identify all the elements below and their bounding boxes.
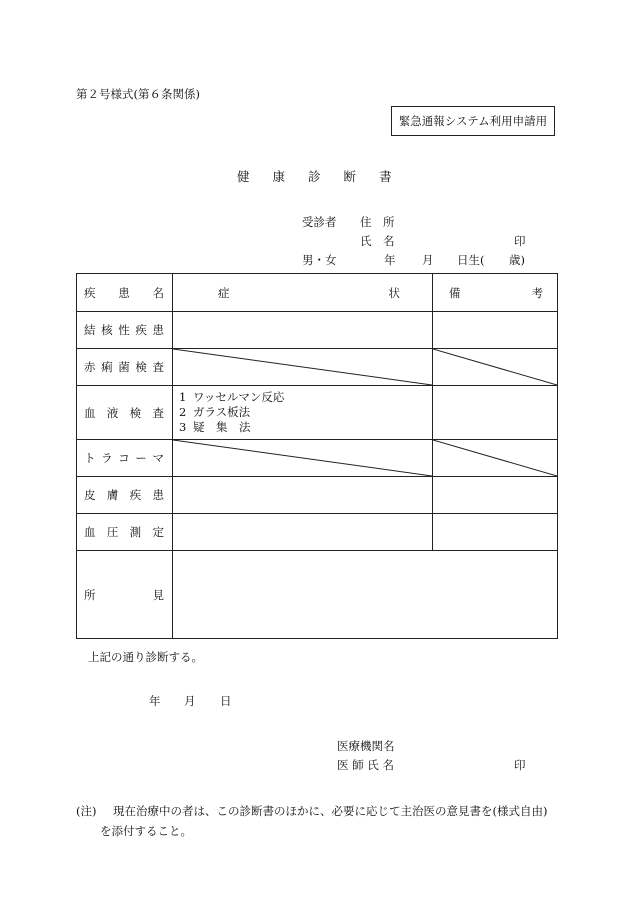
item-number: 2 xyxy=(179,405,187,419)
sex-label: 男・女 xyxy=(302,253,337,267)
table-row-blood-pressure xyxy=(77,514,558,551)
doctor-name-label: 医 師 氏 名 xyxy=(337,758,394,772)
label-char: 性 xyxy=(118,323,130,337)
label-char: 赤 xyxy=(84,360,96,374)
address-label: 住 所 xyxy=(360,215,395,229)
table-row-trachoma xyxy=(77,440,558,477)
blood-test-item xyxy=(179,390,432,405)
birth-day-label: 日生( xyxy=(457,253,485,267)
header-char: 疾 xyxy=(84,285,96,300)
title-char: 断 xyxy=(343,169,357,184)
birth-year-label: 年 xyxy=(384,253,396,267)
label-char: 測 xyxy=(129,525,142,539)
title-char: 診 xyxy=(308,169,321,184)
application-purpose-box xyxy=(391,106,555,136)
table-row-blood-test xyxy=(77,386,558,440)
findings-label xyxy=(77,551,173,639)
remark-cell[interactable] xyxy=(433,477,558,514)
header-char: 患 xyxy=(118,285,130,300)
item-name: ガラス板法 xyxy=(193,405,251,419)
label-char: 血 xyxy=(84,525,96,539)
cross-out-line xyxy=(433,349,557,385)
label-char: 患 xyxy=(152,323,164,337)
row-label xyxy=(77,312,173,349)
symptom-header xyxy=(173,274,433,312)
findings-cell[interactable] xyxy=(173,551,558,639)
label-char: 血 xyxy=(84,405,96,420)
date-month-label: 月 xyxy=(184,694,196,708)
label-char: 定 xyxy=(152,525,164,539)
examinee-label: 受診者 xyxy=(302,215,337,229)
diagnosis-table xyxy=(76,273,558,639)
row-label xyxy=(77,386,173,440)
item-number: 1 xyxy=(179,390,187,404)
label-char: コ xyxy=(118,451,130,465)
remark-header xyxy=(433,274,558,312)
label-char: 液 xyxy=(106,405,119,420)
label-char: 皮 xyxy=(84,488,96,502)
label-char: 検 xyxy=(135,360,147,374)
header-char: 名 xyxy=(152,285,164,300)
header-char: 考 xyxy=(531,285,543,300)
table-header-row xyxy=(77,274,558,312)
remark-cell[interactable] xyxy=(433,514,558,551)
note-prefix: (注) xyxy=(76,804,97,818)
table-row-dysentery xyxy=(77,349,558,386)
row-label xyxy=(77,440,173,477)
label-char: ラ xyxy=(101,451,113,465)
label-char: 痢 xyxy=(101,360,113,374)
doctor-seal: 印 xyxy=(514,758,526,772)
remark-cell-crossed xyxy=(433,440,558,477)
item-name: 疑 集 法 xyxy=(193,420,251,434)
label-char: 検 xyxy=(129,405,142,420)
header-char: 症 xyxy=(218,285,230,300)
remark-cell-crossed xyxy=(433,349,558,386)
birth-month-label: 月 xyxy=(422,253,434,267)
label-char: 見 xyxy=(152,587,164,602)
diagnosis-statement: 上記の通り診断する。 xyxy=(88,650,203,664)
symptom-cell[interactable] xyxy=(173,477,433,514)
label-char: 疾 xyxy=(129,488,142,502)
age-label: 歳) xyxy=(509,253,525,267)
label-char: 査 xyxy=(152,405,164,420)
row-label xyxy=(77,477,173,514)
application-purpose-label: 緊急通報システム利用申請用 xyxy=(398,114,548,128)
table-row-tuberculosis xyxy=(77,312,558,349)
label-char: マ xyxy=(152,451,164,465)
row-label xyxy=(77,514,173,551)
document-title xyxy=(237,167,415,185)
header-char: 状 xyxy=(388,285,400,300)
disease-header xyxy=(77,274,173,312)
label-char: 結 xyxy=(84,323,96,337)
item-name: ワッセルマン反応 xyxy=(193,390,285,404)
table-row-findings xyxy=(77,551,558,639)
symptom-cell-crossed xyxy=(173,349,433,386)
blood-test-item xyxy=(179,420,432,435)
title-char: 健 xyxy=(237,169,250,184)
form-number: 第２号様式(第６条関係) xyxy=(76,87,200,101)
label-char: 査 xyxy=(152,360,164,374)
label-char: 核 xyxy=(101,323,113,337)
label-char: 疾 xyxy=(135,323,147,337)
cross-out-line xyxy=(173,349,432,385)
symptom-cell-crossed xyxy=(173,440,433,477)
blood-test-list xyxy=(173,386,433,440)
title-char: 康 xyxy=(272,169,286,184)
label-char: ー xyxy=(135,451,147,465)
institution-label: 医療機関名 xyxy=(337,739,395,753)
cross-out-line xyxy=(433,440,557,476)
row-label xyxy=(77,349,173,386)
note-text-line2: を添付すること。 xyxy=(100,824,192,838)
label-char: ト xyxy=(84,451,96,465)
remark-cell[interactable] xyxy=(433,312,558,349)
label-char: 圧 xyxy=(106,525,119,539)
cross-out-line xyxy=(173,440,432,476)
header-char: 備 xyxy=(449,285,461,300)
label-char: 患 xyxy=(152,488,164,502)
item-number: 3 xyxy=(179,420,187,434)
remark-cell[interactable] xyxy=(433,386,558,440)
blood-test-item xyxy=(179,405,432,420)
symptom-cell[interactable] xyxy=(173,514,433,551)
note-text-line1: 現在治療中の者は、この診断書のほかに、必要に応じて主治医の意見書を(様式自由) xyxy=(113,804,548,818)
symptom-cell[interactable] xyxy=(173,312,433,349)
date-day-label: 日 xyxy=(220,694,232,708)
date-year-label: 年 xyxy=(149,694,161,708)
examinee-seal: 印 xyxy=(514,234,526,248)
table-row-skin-disease xyxy=(77,477,558,514)
label-char: 所 xyxy=(84,587,96,602)
label-char: 菌 xyxy=(118,360,130,374)
name-label: 氏 名 xyxy=(360,234,395,248)
title-char: 書 xyxy=(379,169,392,184)
label-char: 膚 xyxy=(106,488,119,502)
